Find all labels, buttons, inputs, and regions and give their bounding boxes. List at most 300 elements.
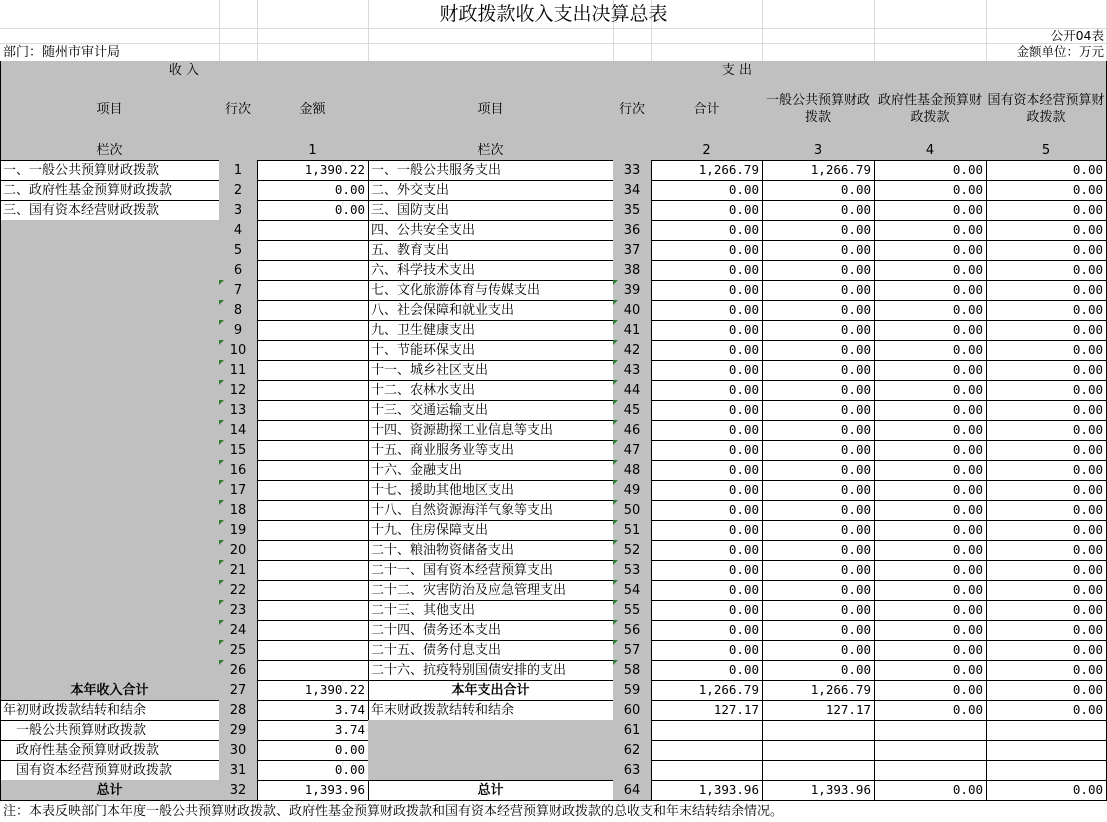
expense-row-no: 63 <box>613 760 652 781</box>
expense-row-no: 61 <box>613 720 652 741</box>
expense-amount[interactable]: 0.00 <box>874 620 987 641</box>
income-row-no: 12 <box>219 380 258 401</box>
expense-amount[interactable] <box>762 740 875 761</box>
income-row-no: 3 <box>219 200 258 221</box>
grid-cell <box>257 28 369 44</box>
expense-row-no: 52 <box>613 540 652 561</box>
expense-item: 十四、资源勘探工业信息等支出 <box>368 420 614 441</box>
expense-item <box>368 740 614 761</box>
income-row-no: 21 <box>219 560 258 581</box>
income-amount[interactable]: 0.00 <box>257 740 369 761</box>
expense-amount[interactable]: 127.17 <box>762 700 875 721</box>
income-item <box>0 520 220 541</box>
expense-amount[interactable] <box>874 720 987 741</box>
income-amount[interactable] <box>257 480 369 501</box>
expense-amount[interactable]: 0.00 <box>986 520 1107 541</box>
expense-amount[interactable]: 0.00 <box>874 200 987 221</box>
expense-amount[interactable]: 0.00 <box>651 280 763 301</box>
expense-amount[interactable]: 0.00 <box>874 580 987 601</box>
income-amount[interactable]: 1,390.22 <box>257 160 369 181</box>
income-item <box>0 380 220 401</box>
expense-row-no: 42 <box>613 340 652 361</box>
expense-item: 二十六、抗疫特别国债安排的支出 <box>368 660 614 681</box>
income-item <box>0 280 220 301</box>
expense-amount[interactable]: 127.17 <box>651 700 763 721</box>
expense-amount[interactable] <box>986 760 1107 781</box>
income-amount[interactable] <box>257 260 369 281</box>
income-amount[interactable] <box>257 440 369 461</box>
expense-amount[interactable]: 0.00 <box>986 420 1107 441</box>
expense-item: 十五、商业服务业等支出 <box>368 440 614 461</box>
col-index-label: 栏次 <box>0 140 220 161</box>
income-item <box>0 480 220 501</box>
expense-amount[interactable]: 0.00 <box>874 700 987 721</box>
expense-amount[interactable]: 0.00 <box>762 520 875 541</box>
expense-amount[interactable]: 1,393.96 <box>651 780 763 801</box>
income-amount[interactable] <box>257 240 369 261</box>
grid-cell <box>0 28 220 44</box>
expense-amount[interactable]: 0.00 <box>874 320 987 341</box>
expense-row-no: 62 <box>613 740 652 761</box>
expense-item: 二、外交支出 <box>368 180 614 201</box>
expense-amount[interactable]: 0.00 <box>651 520 763 541</box>
income-row-no: 9 <box>219 320 258 341</box>
expense-amount[interactable]: 0.00 <box>986 280 1107 301</box>
expense-amount[interactable]: 0.00 <box>874 300 987 321</box>
expense-amount[interactable]: 0.00 <box>762 500 875 521</box>
income-item <box>0 580 220 601</box>
income-row-no: 28 <box>219 700 258 721</box>
expense-amount[interactable]: 0.00 <box>986 180 1107 201</box>
grid-cell <box>651 28 763 44</box>
expense-amount[interactable]: 0.00 <box>986 500 1107 521</box>
income-amount[interactable] <box>257 620 369 641</box>
expense-row-no: 64 <box>613 780 652 801</box>
income-amount[interactable] <box>257 520 369 541</box>
income-amount[interactable] <box>257 500 369 521</box>
expense-item: 十六、金融支出 <box>368 460 614 481</box>
expense-amount[interactable]: 0.00 <box>762 560 875 581</box>
expense-amount[interactable]: 0.00 <box>986 300 1107 321</box>
grid-cell <box>613 43 652 62</box>
income-amount[interactable] <box>257 660 369 681</box>
expense-amount[interactable]: 0.00 <box>762 380 875 401</box>
income-item <box>0 640 220 661</box>
income-row-no: 30 <box>219 740 258 761</box>
expense-item: 二十四、债务还本支出 <box>368 620 614 641</box>
table-code: 公开04表 <box>1050 28 1104 43</box>
income-amount[interactable]: 0.00 <box>257 180 369 201</box>
expense-item: 本年支出合计 <box>368 680 614 701</box>
income-row-no: 7 <box>219 280 258 301</box>
expense-row-no: 49 <box>613 480 652 501</box>
expense-amount[interactable]: 0.00 <box>651 660 763 681</box>
expense-amount[interactable]: 0.00 <box>651 400 763 421</box>
expense-row-no: 34 <box>613 180 652 201</box>
expense-amount[interactable] <box>874 740 987 761</box>
expense-row-no: 33 <box>613 160 652 181</box>
expense-amount[interactable]: 0.00 <box>651 580 763 601</box>
expense-row-no: 55 <box>613 600 652 621</box>
gov-fund-header: 政府性基金预算财政拨款 <box>874 80 987 141</box>
expense-amount[interactable] <box>651 740 763 761</box>
expense-amount[interactable]: 1,266.79 <box>762 160 875 181</box>
grid-cell <box>651 43 763 62</box>
expense-amount[interactable] <box>762 760 875 781</box>
income-row-no: 22 <box>219 580 258 601</box>
income-amount[interactable]: 0.00 <box>257 200 369 221</box>
expense-item <box>368 760 614 781</box>
expense-row-no: 60 <box>613 700 652 721</box>
expense-amount[interactable]: 0.00 <box>874 160 987 181</box>
expense-row-no: 54 <box>613 580 652 601</box>
expense-item: 二十、粮油物资储备支出 <box>368 540 614 561</box>
expense-row-no: 48 <box>613 460 652 481</box>
income-item: 三、国有资本经营财政拨款 <box>0 200 220 221</box>
expense-amount[interactable]: 0.00 <box>874 500 987 521</box>
expense-amount[interactable]: 0.00 <box>874 380 987 401</box>
income-item <box>0 340 220 361</box>
income-item: 国有资本经营预算财政拨款 <box>0 760 220 781</box>
expense-amount[interactable]: 0.00 <box>762 620 875 641</box>
expense-amount[interactable]: 0.00 <box>874 400 987 421</box>
income-amount[interactable] <box>257 220 369 241</box>
expense-amount[interactable]: 0.00 <box>762 320 875 341</box>
expense-item: 十七、援助其他地区支出 <box>368 480 614 501</box>
expense-amount[interactable]: 0.00 <box>874 420 987 441</box>
expense-amount[interactable]: 0.00 <box>762 640 875 661</box>
expense-amount[interactable]: 0.00 <box>986 660 1107 681</box>
income-row-no: 27 <box>219 680 258 701</box>
income-amount[interactable] <box>257 600 369 621</box>
expense-amount[interactable] <box>651 760 763 781</box>
income-item: 年初财政拨款结转和结余 <box>0 700 220 721</box>
expense-amount[interactable]: 0.00 <box>986 380 1107 401</box>
income-item <box>0 400 220 421</box>
expense-amount[interactable]: 0.00 <box>986 240 1107 261</box>
income-row-no: 18 <box>219 500 258 521</box>
income-amount[interactable]: 1,393.96 <box>257 780 369 801</box>
income-item <box>0 660 220 681</box>
expense-amount[interactable]: 0.00 <box>874 280 987 301</box>
expense-amount[interactable]: 0.00 <box>986 220 1107 241</box>
expense-amount[interactable]: 0.00 <box>986 400 1107 421</box>
unit-label: 金额单位：万元 <box>1016 44 1104 60</box>
expense-amount[interactable]: 0.00 <box>651 380 763 401</box>
expense-row-no: 46 <box>613 420 652 441</box>
income-amount[interactable] <box>257 540 369 561</box>
expense-amount[interactable]: 0.00 <box>651 180 763 201</box>
expense-amount[interactable]: 0.00 <box>651 260 763 281</box>
expense-item: 三、国防支出 <box>368 200 614 221</box>
department-label: 部门：随州市审计局 <box>3 45 121 60</box>
income-row-no: 13 <box>219 400 258 421</box>
income-amount[interactable] <box>257 640 369 661</box>
item-header: 项目 <box>0 80 220 141</box>
income-amount[interactable] <box>257 300 369 321</box>
expense-item: 十八、自然资源海洋气象等支出 <box>368 500 614 521</box>
expense-item: 九、卫生健康支出 <box>368 320 614 341</box>
col-index-1: 1 <box>257 140 369 161</box>
expense-amount[interactable]: 0.00 <box>986 160 1107 181</box>
income-row-no: 1 <box>219 160 258 181</box>
expense-amount[interactable]: 0.00 <box>651 420 763 441</box>
expense-amount[interactable]: 0.00 <box>986 360 1107 381</box>
expense-item: 五、教育支出 <box>368 240 614 261</box>
expense-item: 二十一、国有资本经营预算支出 <box>368 560 614 581</box>
col-index-blank <box>219 140 258 161</box>
expense-row-no: 59 <box>613 680 652 701</box>
expense-amount[interactable]: 0.00 <box>986 640 1107 661</box>
income-item <box>0 240 220 261</box>
income-row-no: 23 <box>219 600 258 621</box>
income-amount[interactable] <box>257 320 369 341</box>
income-row-no: 29 <box>219 720 258 741</box>
expense-row-no: 56 <box>613 620 652 641</box>
expense-amount[interactable]: 0.00 <box>986 440 1107 461</box>
expense-row-no: 58 <box>613 660 652 681</box>
income-amount[interactable]: 3.74 <box>257 720 369 741</box>
expense-amount[interactable]: 1,393.96 <box>762 780 875 801</box>
income-row-no: 15 <box>219 440 258 461</box>
expense-amount[interactable]: 0.00 <box>986 680 1107 701</box>
income-row-no: 20 <box>219 540 258 561</box>
expense-amount[interactable]: 0.00 <box>762 420 875 441</box>
expense-row-no: 38 <box>613 260 652 281</box>
income-amount[interactable] <box>257 360 369 381</box>
expense-amount[interactable]: 0.00 <box>762 260 875 281</box>
expense-amount[interactable]: 0.00 <box>651 620 763 641</box>
expense-amount[interactable]: 0.00 <box>762 660 875 681</box>
expense-item: 总计 <box>368 780 614 801</box>
expense-amount[interactable]: 0.00 <box>762 340 875 361</box>
expense-row-no-header: 行次 <box>613 80 652 141</box>
expense-row-no: 39 <box>613 280 652 301</box>
expense-amount[interactable]: 0.00 <box>874 560 987 581</box>
expense-amount[interactable]: 0.00 <box>986 580 1107 601</box>
expense-amount[interactable]: 1,266.79 <box>651 160 763 181</box>
expense-amount[interactable]: 0.00 <box>986 480 1107 501</box>
income-row-no: 14 <box>219 420 258 441</box>
income-header: 收 入 <box>0 61 369 81</box>
amount-header: 金额 <box>257 80 369 141</box>
income-item <box>0 620 220 641</box>
expense-amount[interactable]: 0.00 <box>874 180 987 201</box>
expense-amount[interactable]: 0.00 <box>762 600 875 621</box>
income-row-no: 5 <box>219 240 258 261</box>
expense-row-no: 47 <box>613 440 652 461</box>
expense-amount[interactable]: 0.00 <box>874 600 987 621</box>
expense-amount[interactable]: 0.00 <box>874 240 987 261</box>
expense-amount[interactable]: 0.00 <box>874 340 987 361</box>
income-item <box>0 440 220 461</box>
expense-amount[interactable]: 0.00 <box>874 660 987 681</box>
expense-amount[interactable]: 0.00 <box>762 440 875 461</box>
expense-header: 支 出 <box>368 61 1107 81</box>
expense-amount[interactable]: 0.00 <box>986 600 1107 621</box>
expense-amount[interactable]: 0.00 <box>651 500 763 521</box>
expense-amount[interactable]: 0.00 <box>874 780 987 801</box>
income-row-no: 31 <box>219 760 258 781</box>
expense-row-no: 36 <box>613 220 652 241</box>
col-index-label-expense: 栏次 <box>368 140 614 161</box>
expense-row-no: 50 <box>613 500 652 521</box>
income-amount[interactable] <box>257 420 369 441</box>
col-index-5: 5 <box>986 140 1107 161</box>
expense-amount[interactable]: 0.00 <box>762 480 875 501</box>
expense-amount[interactable]: 0.00 <box>986 260 1107 281</box>
expense-item: 十、节能环保支出 <box>368 340 614 361</box>
income-item <box>0 500 220 521</box>
expense-amount[interactable]: 0.00 <box>651 360 763 381</box>
expense-amount[interactable]: 0.00 <box>651 600 763 621</box>
expense-amount[interactable]: 0.00 <box>874 540 987 561</box>
expense-amount[interactable]: 1,266.79 <box>762 680 875 701</box>
expense-item: 十九、住房保障支出 <box>368 520 614 541</box>
page-title: 财政拨款收入支出决算总表 <box>439 3 668 25</box>
expense-amount[interactable] <box>986 720 1107 741</box>
income-row-no: 10 <box>219 340 258 361</box>
expense-item: 十二、农林水支出 <box>368 380 614 401</box>
income-amount[interactable] <box>257 340 369 361</box>
expense-amount[interactable]: 0.00 <box>986 340 1107 361</box>
table-left-border <box>0 61 1 801</box>
expense-item: 二十二、灾害防治及应急管理支出 <box>368 580 614 601</box>
row-no-header: 行次 <box>219 80 258 141</box>
expense-amount[interactable]: 0.00 <box>762 460 875 481</box>
income-amount[interactable]: 1,390.22 <box>257 680 369 701</box>
expense-amount[interactable]: 0.00 <box>986 540 1107 561</box>
expense-amount[interactable]: 0.00 <box>762 180 875 201</box>
expense-amount[interactable]: 0.00 <box>986 460 1107 481</box>
expense-amount[interactable]: 0.00 <box>762 400 875 421</box>
expense-item: 十三、交通运输支出 <box>368 400 614 421</box>
expense-amount[interactable] <box>874 760 987 781</box>
expense-amount[interactable]: 0.00 <box>651 320 763 341</box>
expense-amount[interactable] <box>762 720 875 741</box>
expense-row-no: 41 <box>613 320 652 341</box>
total-header: 合计 <box>651 80 763 141</box>
expense-item: 一、一般公共服务支出 <box>368 160 614 181</box>
expense-amount[interactable]: 0.00 <box>986 700 1107 721</box>
grid-cell <box>613 28 652 44</box>
expense-row-no: 53 <box>613 560 652 581</box>
grid-cell <box>368 28 614 44</box>
income-amount[interactable]: 3.74 <box>257 700 369 721</box>
expense-item: 六、科学技术支出 <box>368 260 614 281</box>
income-item <box>0 360 220 381</box>
expense-amount[interactable]: 0.00 <box>986 200 1107 221</box>
expense-amount[interactable]: 0.00 <box>874 260 987 281</box>
col-index-4: 4 <box>874 140 987 161</box>
expense-amount[interactable]: 0.00 <box>651 240 763 261</box>
state-capital-header: 国有资本经营预算财政拨款 <box>986 80 1107 141</box>
expense-amount[interactable]: 0.00 <box>651 300 763 321</box>
expense-amount[interactable]: 0.00 <box>762 220 875 241</box>
income-item: 一、一般公共预算财政拨款 <box>0 160 220 181</box>
income-row-no: 19 <box>219 520 258 541</box>
expense-amount[interactable]: 0.00 <box>874 520 987 541</box>
income-item <box>0 460 220 481</box>
income-amount[interactable] <box>257 560 369 581</box>
expense-amount[interactable]: 0.00 <box>874 640 987 661</box>
expense-amount[interactable] <box>986 740 1107 761</box>
expense-item: 年末财政拨款结转和结余 <box>368 700 614 721</box>
expense-amount[interactable]: 0.00 <box>651 220 763 241</box>
income-row-no: 4 <box>219 220 258 241</box>
income-item <box>0 420 220 441</box>
expense-amount[interactable]: 0.00 <box>651 440 763 461</box>
expense-amount[interactable]: 0.00 <box>651 340 763 361</box>
expense-amount[interactable]: 0.00 <box>986 320 1107 341</box>
expense-amount[interactable]: 0.00 <box>986 620 1107 641</box>
footnote: 注：本表反映部门本年度一般公共预算财政拨款、政府性基金预算财政拨款和国有资本经营预算财政拨款的总收支和年末结转结余情况。 <box>3 803 784 819</box>
expense-item: 七、文化旅游体育与传媒支出 <box>368 280 614 301</box>
expense-amount[interactable]: 0.00 <box>762 360 875 381</box>
expense-amount[interactable]: 0.00 <box>762 580 875 601</box>
income-item <box>0 320 220 341</box>
expense-row-no: 45 <box>613 400 652 421</box>
income-amount[interactable] <box>257 400 369 421</box>
income-amount[interactable] <box>257 460 369 481</box>
income-item: 本年收入合计 <box>0 680 220 701</box>
expense-amount[interactable]: 0.00 <box>762 540 875 561</box>
income-amount[interactable]: 0.00 <box>257 760 369 781</box>
expense-amount[interactable]: 0.00 <box>651 480 763 501</box>
expense-amount[interactable]: 0.00 <box>874 440 987 461</box>
expense-amount[interactable]: 0.00 <box>762 200 875 221</box>
income-row-no: 2 <box>219 180 258 201</box>
income-row-no: 11 <box>219 360 258 381</box>
income-row-no: 6 <box>219 260 258 281</box>
expense-amount[interactable]: 0.00 <box>986 560 1107 581</box>
income-item: 二、政府性基金预算财政拨款 <box>0 180 220 201</box>
income-amount[interactable] <box>257 580 369 601</box>
expense-amount[interactable] <box>651 720 763 741</box>
expense-row-no: 43 <box>613 360 652 381</box>
expense-amount[interactable]: 0.00 <box>651 200 763 221</box>
income-item: 总计 <box>0 780 220 801</box>
expense-amount[interactable]: 0.00 <box>874 480 987 501</box>
income-amount[interactable] <box>257 280 369 301</box>
income-row-no: 8 <box>219 300 258 321</box>
expense-row-no: 40 <box>613 300 652 321</box>
expense-amount[interactable]: 0.00 <box>651 640 763 661</box>
expense-amount[interactable]: 0.00 <box>874 460 987 481</box>
expense-amount[interactable]: 0.00 <box>762 300 875 321</box>
general-budget-header: 一般公共预算财政拨款 <box>762 80 875 141</box>
expense-item <box>368 720 614 741</box>
income-item <box>0 560 220 581</box>
expense-amount[interactable]: 0.00 <box>874 360 987 381</box>
expense-amount[interactable]: 0.00 <box>651 540 763 561</box>
col-index-2: 2 <box>651 140 763 161</box>
income-amount[interactable] <box>257 380 369 401</box>
expense-amount[interactable]: 0.00 <box>651 460 763 481</box>
expense-amount[interactable]: 0.00 <box>762 240 875 261</box>
expense-amount[interactable]: 0.00 <box>762 280 875 301</box>
expense-amount[interactable]: 0.00 <box>651 560 763 581</box>
expense-item: 八、社会保障和就业支出 <box>368 300 614 321</box>
income-item <box>0 600 220 621</box>
income-row-no: 26 <box>219 660 258 681</box>
income-row-no: 32 <box>219 780 258 801</box>
expense-amount[interactable]: 0.00 <box>874 680 987 701</box>
expense-amount[interactable]: 0.00 <box>874 220 987 241</box>
expense-amount[interactable]: 0.00 <box>986 780 1107 801</box>
expense-amount[interactable]: 1,266.79 <box>651 680 763 701</box>
income-row-no: 25 <box>219 640 258 661</box>
